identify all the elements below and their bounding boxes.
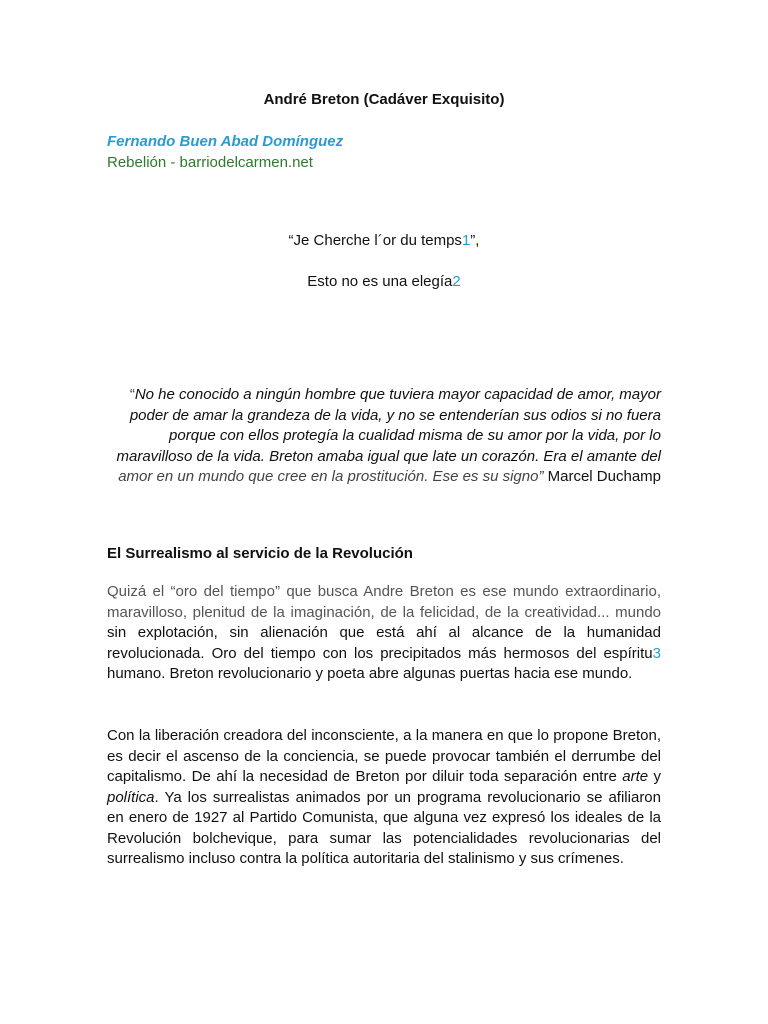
document-title: André Breton (Cadáver Exquisito) <box>263 91 505 108</box>
duchamp-quote <box>107 385 661 488</box>
section-heading: El Surrealismo al servicio de la Revolución <box>107 545 413 562</box>
quote-body-light: amor en un mundo que cree en la prostitución. Ese es su signo” <box>118 468 544 485</box>
epigraph-2 <box>107 273 661 290</box>
quote-attribution: Marcel Duchamp <box>543 468 661 485</box>
paragraph-1 <box>107 582 661 685</box>
paragraph-1-light: Quizá el “oro del tiempo” que busca Andre Breton es ese mundo extraordinario, maravilloso, plenitud de la imaginación, de la felicidad, de la creatividad... mundo <box>107 583 661 621</box>
source-line: Rebelión - barriodelcarmen.net <box>107 154 313 171</box>
quote-body: No he conocido a ningún hombre que tuviera mayor capacidad de amor, mayor poder de amar la grandeza de la vida, y no se entenderían sus odios si no fuera porque con ellos protegía la cualidad misma de su amor por la vida, por lo maravilloso de la vida. Breton amaba igual que late un corazón. Era el amante del <box>116 386 661 465</box>
footnote-ref-1[interactable]: 1 <box>461 232 471 249</box>
footnote-ref-3[interactable]: 3 <box>652 644 661 662</box>
paragraph-1-text-a: sin explotación, sin alienación que está ahí al alcance de la humanidad revolucionada. Oro del tiempo con los precipitados más hermosos del espíritu <box>107 624 661 662</box>
paragraph-2-text-a: Con la liberación creadora del inconsciente, a la manera en que lo propone Breton, es decir el ascenso de la conciencia, se puede provocar también el derrumbe del capitalismo. De ahí la necesidad de Breton por diluir toda separación entre <box>107 727 661 785</box>
paragraph-2-text-b: . Ya los surrealistas animados por un programa revolucionario se afiliaron en enero de 1927 al Partido Comunista, que alguna vez expresó los ideales de la Revolución bolchevique, para sumar las potencialidades revolucionarias del surrealismo incluso contra la política autoritaria del stalinismo y sus crímenes. <box>107 788 661 867</box>
epigraph-1 <box>107 232 661 249</box>
paragraph-2-mid: y <box>648 768 662 785</box>
epigraph-1-text: “Je Cherche l´or du temps <box>288 232 462 249</box>
paragraph-2 <box>107 726 661 870</box>
paragraph-2-em-politica: política <box>107 788 155 806</box>
author-name: Fernando Buen Abad Domínguez <box>107 133 344 150</box>
paragraph-2-em-arte: arte <box>622 768 649 785</box>
paragraph-1-text-b: humano. Breton revolucionario y poeta abre algunas puertas hacia ese mundo. <box>107 665 633 682</box>
quote-open-mark: “ <box>129 386 135 403</box>
epigraph-2-text: Esto no es una elegía <box>307 273 453 290</box>
footnote-ref-2[interactable]: 2 <box>452 273 461 290</box>
epigraph-1-tail: ”, <box>470 232 480 249</box>
